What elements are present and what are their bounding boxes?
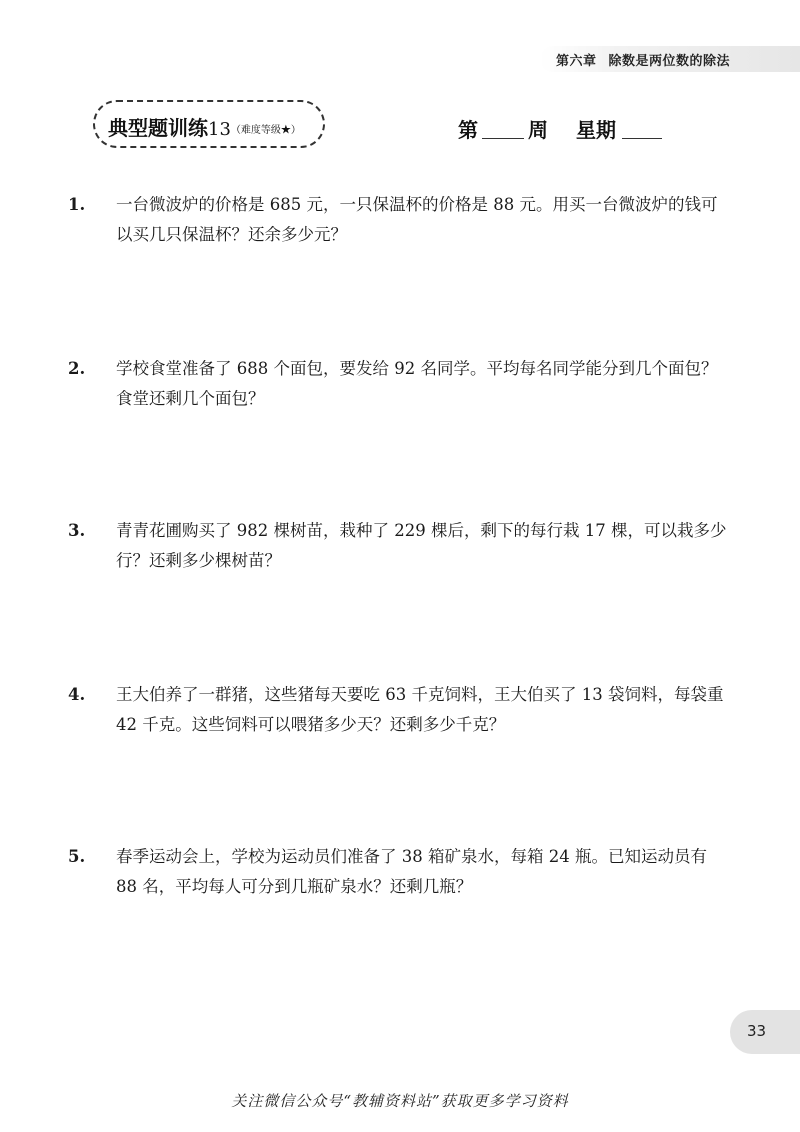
section-title (108, 112, 301, 141)
chapter-heading (556, 50, 730, 69)
section-title-number: 13 (208, 119, 231, 140)
question-text: 学校食堂准备了 688 个面包，要发给 92 名同学。平均每名同学能分到几个面包？食堂还剩几个面包？ (116, 359, 718, 408)
chapter-title: 除数是两位数的除法 (608, 54, 731, 69)
footer-note: 关注微信公众号“教辅资料站”获取更多学习资料 (231, 1092, 569, 1110)
question-item (68, 190, 732, 250)
question-text: 王大伯养了一群猪，这些猪每天要吃 63 千克饲料，王大伯买了 13 袋饲料，每袋重 42 千克。这些饲料可以喂猪多少天？还剩多少千克？ (116, 685, 724, 734)
schedule-line (458, 114, 662, 143)
question-number: 5. (68, 847, 86, 866)
section-title-main: 典型题训练 (108, 116, 208, 140)
question-number: 2. (68, 359, 86, 378)
week-blank[interactable] (482, 138, 524, 139)
question-item (68, 842, 732, 902)
page-number: 33 (747, 1022, 767, 1040)
week-suffix: 周 (528, 118, 548, 142)
chapter-number: 第六章 (556, 54, 597, 69)
difficulty-label: （难度等级★） (230, 125, 301, 136)
question-item (68, 354, 732, 414)
question-number: 1. (68, 195, 86, 214)
question-number: 4. (68, 685, 86, 704)
week-prefix: 第 (458, 118, 478, 142)
question-number: 3. (68, 521, 86, 540)
question-item (68, 680, 732, 740)
question-text: 青青花圃购买了 982 棵树苗，栽种了 229 棵后，剩下的每行栽 17 棵，可以栽多少行？还剩多少棵树苗？ (116, 521, 727, 570)
question-text: 春季运动会上，学校为运动员们准备了 38 箱矿泉水，每箱 24 瓶。已知运动员有 88 名，平均每人可分到几瓶矿泉水？还剩几瓶？ (116, 847, 707, 896)
question-item (68, 516, 732, 576)
day-blank[interactable] (622, 138, 662, 139)
day-label: 星期 (576, 118, 616, 142)
question-text: 一台微波炉的价格是 685 元，一只保温杯的价格是 88 元。用买一台微波炉的钱可以买几只保温杯？还余多少元？ (116, 195, 718, 244)
